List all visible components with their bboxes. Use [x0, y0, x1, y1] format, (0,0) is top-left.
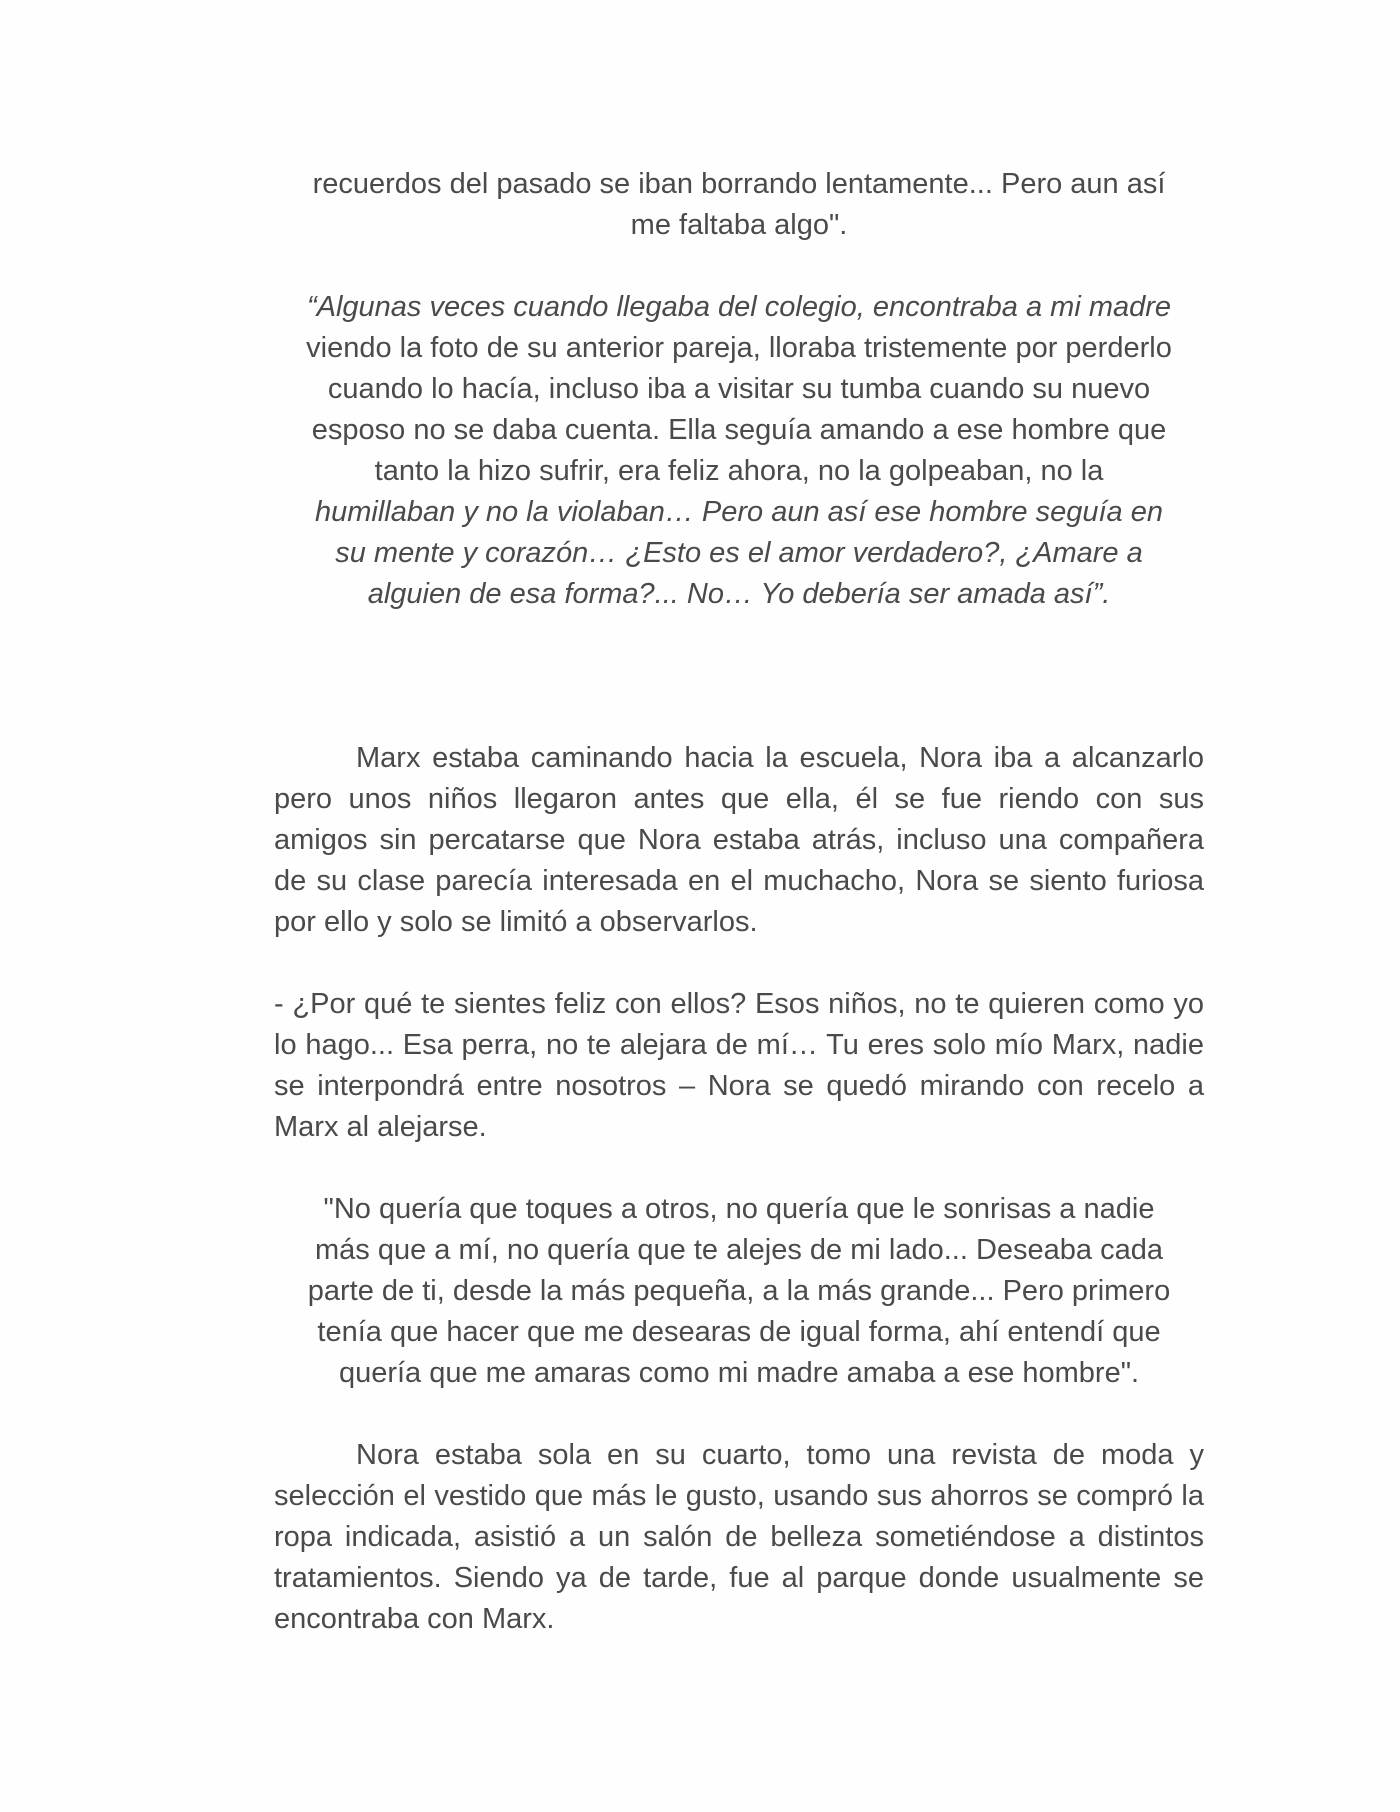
paragraph-memories-end [274, 164, 1204, 246]
text-line: alguien de esa forma?... No… Yo debería ser amada así”. [367, 578, 1111, 610]
page-body [274, 164, 1204, 1640]
text-line: humillaban y no la violaban… Pero aun así ese hombre seguía en [315, 496, 1163, 528]
paragraph-gap [274, 943, 1204, 984]
section-gap [274, 615, 1204, 738]
text-line: cuando lo hacía, incluso iba a visitar su tumba cuando su nuevo [327, 373, 1151, 405]
text-line: parte de ti, desde la más pequeña, a la más grande... Pero primero [307, 1275, 1171, 1307]
text-line: tenía que hacer que me desearas de igual forma, ahí entendí que [317, 1316, 1161, 1348]
text-line: más que a mí, no quería que te alejes de mi lado... Deseaba cada [315, 1234, 1163, 1266]
text-line: "No quería que toques a otros, no quería que le sonrisas a nadie [323, 1193, 1155, 1225]
paragraph-gap [274, 1148, 1204, 1189]
paragraph-gap [274, 246, 1204, 287]
paragraph-nora-dialogue: - ¿Por qué te sientes feliz con ellos? Esos niños, no te quieren como yo lo hago... Esa perra, no te alejara de mí… Tu eres solo mío Marx, nadie se interpondrá entre nosotros – Nora se quedó mirando con recelo a Marx al alejarse. [274, 988, 1204, 1143]
text-line: quería que me amaras como mi madre amaba a ese hombre". [338, 1357, 1140, 1389]
paragraph-nora-quote [274, 1189, 1204, 1394]
text-line: viendo la foto de su anterior pareja, lloraba tristemente por perderlo [306, 332, 1172, 364]
text-line: su mente y corazón… ¿Esto es el amor verdadero?, ¿Amare a [335, 537, 1143, 569]
text-line: me faltaba algo". [630, 209, 848, 241]
paragraph-gap [274, 1394, 1204, 1435]
paragraph-marx-walking: Marx estaba caminando hacia la escuela, Nora iba a alcanzarlo pero unos niños llegaron antes que ella, él se fue riendo con sus amigos sin percatarse que Nora estaba atrás, incluso una compañera de su clase parecía interesada en el muchacho, Nora se siento furiosa por ello y solo se limitó a observarlos. [274, 742, 1204, 938]
text-line: tanto la hizo sufrir, era feliz ahora, no la golpeaban, no la [374, 455, 1104, 487]
text-line: esposo no se daba cuenta. Ella seguía amando a ese hombre que [311, 414, 1167, 446]
text-line: “Algunas veces cuando llegaba del colegio, encontraba a mi madre [306, 291, 1172, 323]
text-line: recuerdos del pasado se iban borrando lentamente... Pero aun así [312, 168, 1166, 200]
paragraph-nora-room: Nora estaba sola en su cuarto, tomo una revista de moda y selección el vestido que más le gusto, usando sus ahorros se compró la ropa indicada, asistió a un salón de belleza sometiéndose a distintos tratamientos. Siendo ya de tarde, fue al parque donde usualmente se encontraba con Marx. [274, 1439, 1204, 1635]
paragraph-mother-quote [274, 287, 1204, 615]
